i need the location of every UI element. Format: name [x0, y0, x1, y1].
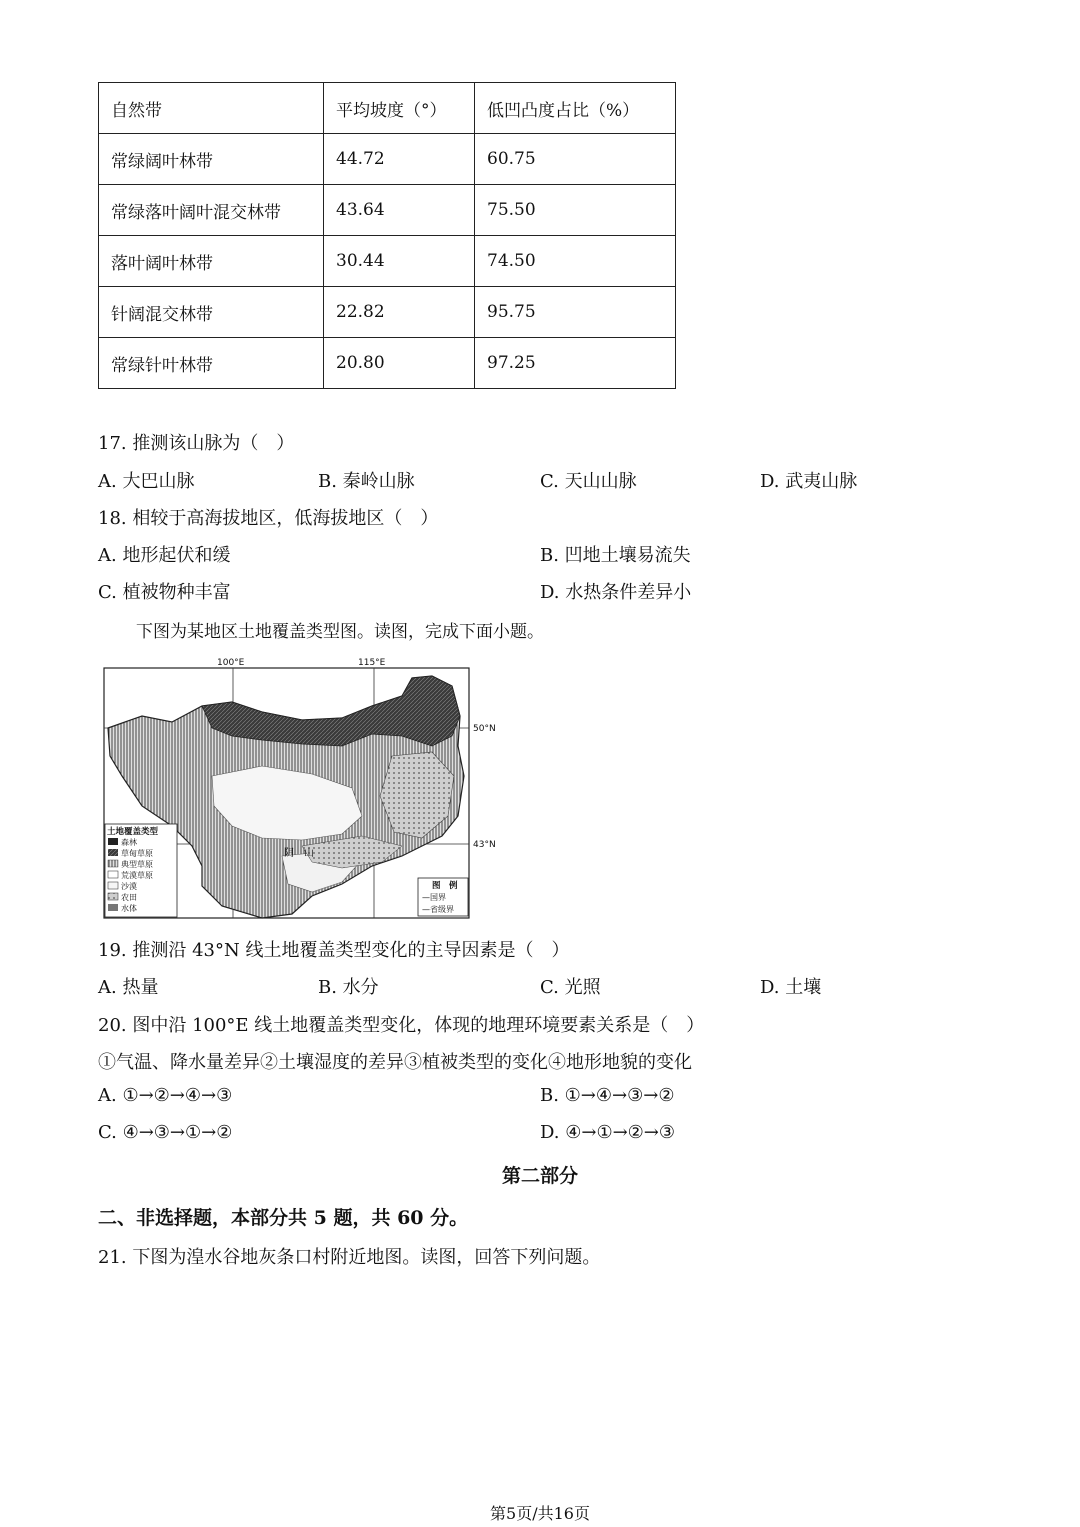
table-cell: 75.50	[475, 185, 676, 236]
question-20-items: ①气温、降水量差异②土壤湿度的差异③植被类型的变化④地形地貌的变化	[98, 1052, 692, 1073]
table-header-cell: 低凹凸度占比（%）	[475, 83, 676, 134]
legend-item: 农田	[121, 893, 137, 902]
lat-label-50n: 50°N	[473, 724, 496, 734]
q17-option-d: D. 武夷山脉	[760, 471, 858, 492]
part-two-title: 第二部分	[501, 1165, 578, 1187]
table-row	[99, 185, 676, 236]
table-row	[99, 338, 676, 389]
q20-option-d: D. ④→①→②→③	[540, 1122, 676, 1143]
table-cell: 44.72	[324, 134, 475, 185]
boundary-legend-item: —省级界	[422, 905, 454, 914]
section-two-heading: 二、非选择题，本部分共 5 题，共 60 分。	[98, 1207, 469, 1229]
lon-label-100e: 100°E	[217, 658, 245, 668]
table-cell: 22.82	[324, 287, 475, 338]
table-row	[99, 134, 676, 185]
question-18-stem: 18. 相较于高海拔地区，低海拔地区（ ）	[98, 508, 439, 529]
lat-label-43n: 43°N	[473, 840, 496, 850]
legend-swatch-forest	[108, 838, 118, 845]
table-header-cell: 平均坡度（°）	[324, 83, 475, 134]
legend-swatch-farmland	[108, 893, 118, 900]
legend-title: 土地覆盖类型	[107, 827, 159, 837]
q19-option-b: B. 水分	[318, 977, 379, 998]
legend-swatch-meadow	[108, 849, 118, 856]
q20-option-b: B. ①→④→③→②	[540, 1085, 675, 1106]
legend-swatch-water	[108, 904, 118, 911]
table-cell: 43.64	[324, 185, 475, 236]
table-row	[99, 236, 676, 287]
legend-item: 草甸草原	[121, 849, 153, 858]
q17-option-c: C. 天山山脉	[540, 471, 637, 492]
legend-item: 森林	[121, 838, 137, 847]
yinshan-label: 阴 山	[284, 848, 314, 859]
table-cell: 落叶阔叶林带	[99, 236, 324, 287]
q19-option-a: A. 热量	[98, 977, 159, 998]
map-intro-text: 下图为某地区土地覆盖类型图。读图，完成下面小题。	[136, 622, 544, 642]
table-cell: 97.25	[475, 338, 676, 389]
table-cell: 常绿针叶林带	[99, 338, 324, 389]
land-cover-map-svg	[102, 656, 502, 922]
table-header-row	[99, 83, 676, 134]
table-cell: 20.80	[324, 338, 475, 389]
legend-item: 沙漠	[121, 882, 137, 891]
lon-label-115e: 115°E	[358, 658, 386, 668]
q18-option-a: A. 地形起伏和缓	[98, 545, 231, 566]
land-cover-map	[102, 656, 502, 922]
question-20-stem: 20. 图中沿 100°E 线土地覆盖类型变化，体现的地理环境要素关系是（ ）	[98, 1015, 705, 1036]
table-cell: 30.44	[324, 236, 475, 287]
q19-option-c: C. 光照	[540, 977, 601, 998]
legend-swatch-desert	[108, 882, 118, 889]
question-17-stem: 17. 推测该山脉为（ ）	[98, 433, 295, 454]
boundary-legend	[418, 878, 468, 916]
legend-item: 荒漠草原	[121, 871, 153, 880]
table-cell: 95.75	[475, 287, 676, 338]
legend-item: 典型草原	[121, 860, 153, 869]
q17-option-b: B. 秦岭山脉	[318, 471, 415, 492]
legend-swatch-typical	[108, 860, 118, 867]
question-21-stem: 21. 下图为湟水谷地灰条口村附近地图。读图，回答下列问题。	[98, 1247, 601, 1268]
table-cell: 针阔混交林带	[99, 287, 324, 338]
q19-option-d: D. 土壤	[760, 977, 822, 998]
q18-option-b: B. 凹地土壤易流失	[540, 545, 691, 566]
page-footer: 第5页/共16页	[490, 1504, 590, 1523]
table-header-cell: 自然带	[99, 83, 324, 134]
boundary-legend-title: 图 例	[432, 881, 458, 891]
land-cover-legend	[105, 824, 177, 917]
question-19-stem: 19. 推测沿 43°N 线土地覆盖类型变化的主导因素是（ ）	[98, 940, 570, 961]
q17-option-a: A. 大巴山脉	[98, 471, 195, 492]
legend-swatch-desert-steppe	[108, 871, 118, 878]
q18-option-c: C. 植被物种丰富	[98, 582, 231, 603]
natural-zone-table	[98, 82, 676, 389]
q20-option-c: C. ④→③→①→②	[98, 1122, 233, 1143]
table-cell: 常绿落叶阔叶混交林带	[99, 185, 324, 236]
table-cell: 常绿阔叶林带	[99, 134, 324, 185]
table-row	[99, 287, 676, 338]
table-cell: 74.50	[475, 236, 676, 287]
table-cell: 60.75	[475, 134, 676, 185]
boundary-legend-item: —国界	[422, 893, 446, 902]
legend-item: 水体	[121, 904, 137, 913]
q18-option-d: D. 水热条件差异小	[540, 582, 692, 603]
q20-option-a: A. ①→②→④→③	[98, 1085, 233, 1106]
